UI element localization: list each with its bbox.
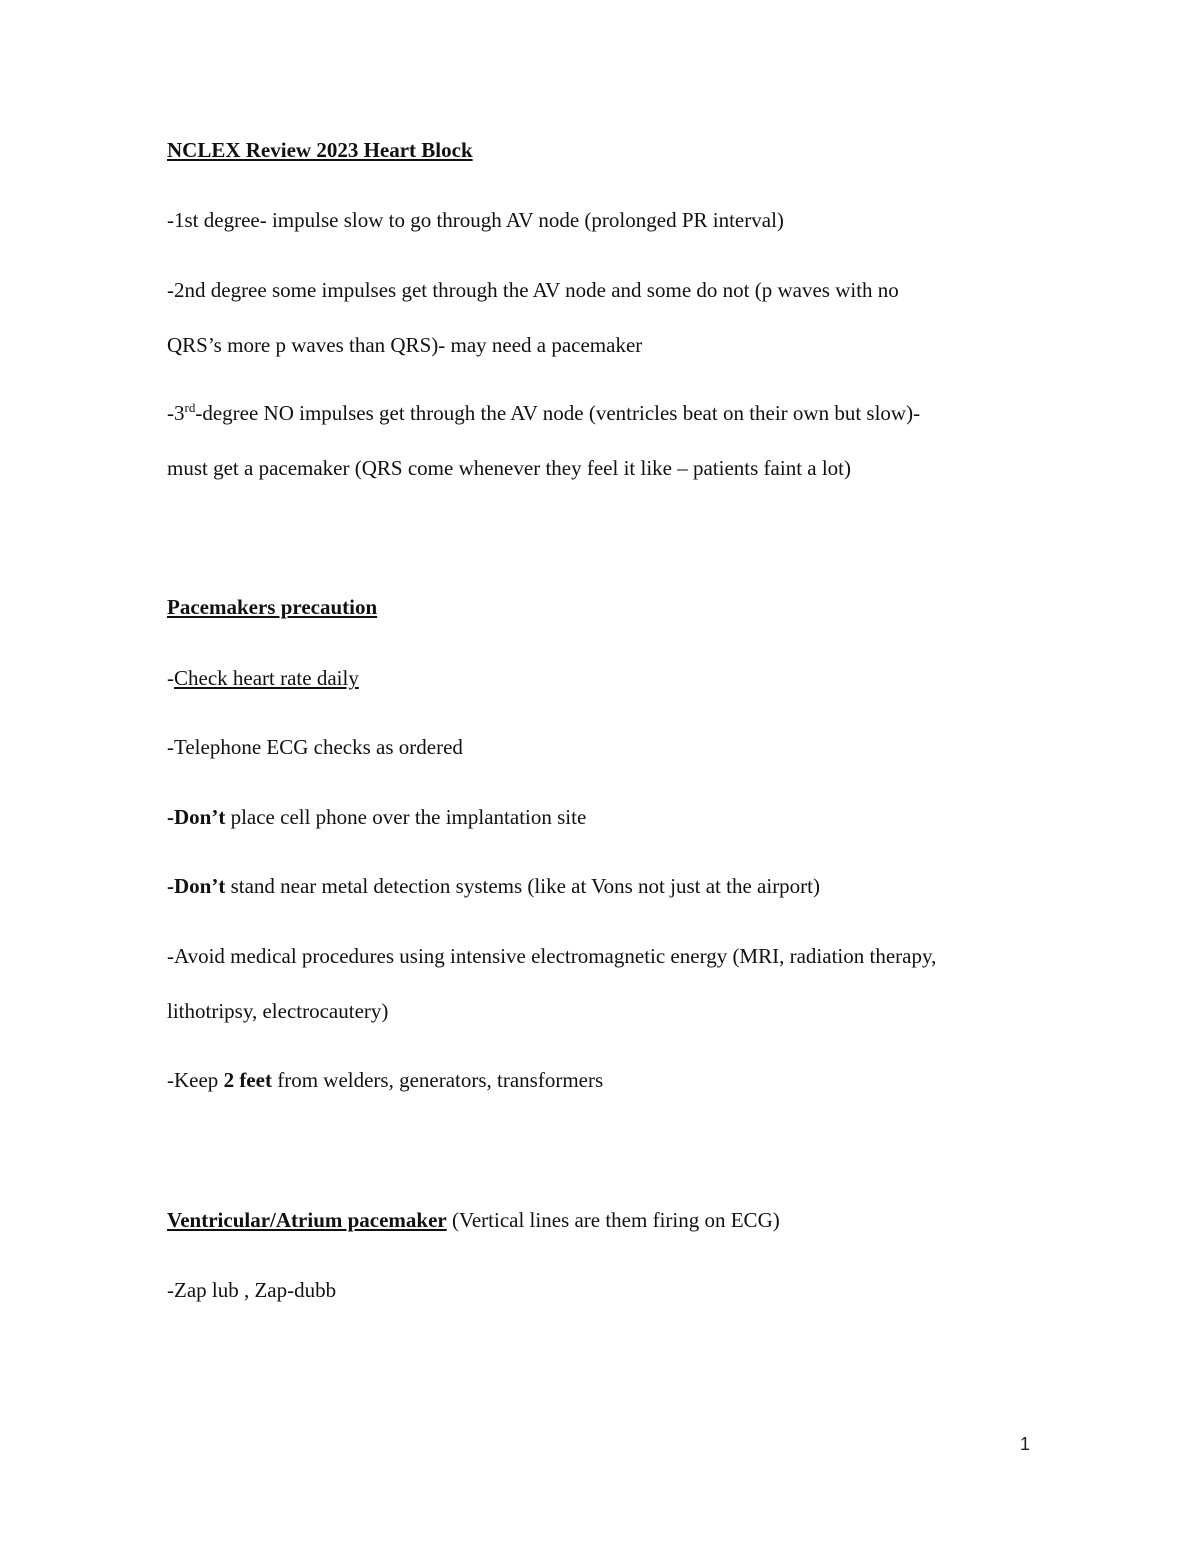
dont-bold-text: -Don’t [167,805,226,829]
page-number: 1 [1020,1434,1031,1454]
item-dash: - [167,666,174,690]
zap-lub-item: -Zap lub , Zap-dubb [167,1278,337,1302]
ventricular-atrium-heading-line [167,1207,780,1233]
avoid-procedures-item-line1: -Avoid medical procedures using intensive electromagnetic energy (MRI, radiation therapy, [167,944,937,968]
heart-block-heading: NCLEX Review 2023 Heart Block [167,138,473,162]
third-degree-rest: -degree NO impulses get through the AV node (ventricles beat on their own but slow)- [195,401,921,425]
keep-distance-item [167,1067,603,1093]
second-degree-text-line1: -2nd degree some impulses get through the AV node and some do not (p waves with no [167,278,899,302]
avoid-procedures-item-line2: lithotripsy, electrocautery) [167,999,389,1023]
pacemakers-precaution-heading: Pacemakers precaution [167,595,378,619]
keep-distance-text: from welders, generators, transformers [271,1068,604,1092]
second-degree-text-line2: QRS’s more p waves than QRS)- may need a pacemaker [167,333,643,357]
third-degree-text-line2: must get a pacemaker (QRS come whenever they feel it like – patients faint a lot) [167,456,852,480]
check-heart-rate-text: Check heart rate daily [174,666,359,690]
cell-phone-text: place cell phone over the implantation site [225,805,587,829]
keep-prefix: -Keep [167,1068,224,1092]
ventricular-atrium-heading: Ventricular/Atrium pacemaker [167,1208,447,1232]
metal-detection-item [167,873,820,899]
first-degree-text: -1st degree- impulse slow to go through AV node (prolonged PR interval) [167,208,784,232]
metal-detection-text: stand near metal detection systems (like at Vons not just at the airport) [225,874,821,898]
third-degree-text-line1 [167,400,920,426]
third-degree-prefix: -3 [167,401,185,425]
ventricular-atrium-note: (Vertical lines are them firing on ECG) [446,1208,780,1232]
dont-bold-text: -Don’t [167,874,226,898]
two-feet-bold: 2 feet [223,1068,272,1092]
third-degree-superscript: rd [184,400,196,415]
check-heart-rate-item [167,665,359,691]
cell-phone-item [167,804,586,830]
telephone-ecg-item: -Telephone ECG checks as ordered [167,735,463,759]
